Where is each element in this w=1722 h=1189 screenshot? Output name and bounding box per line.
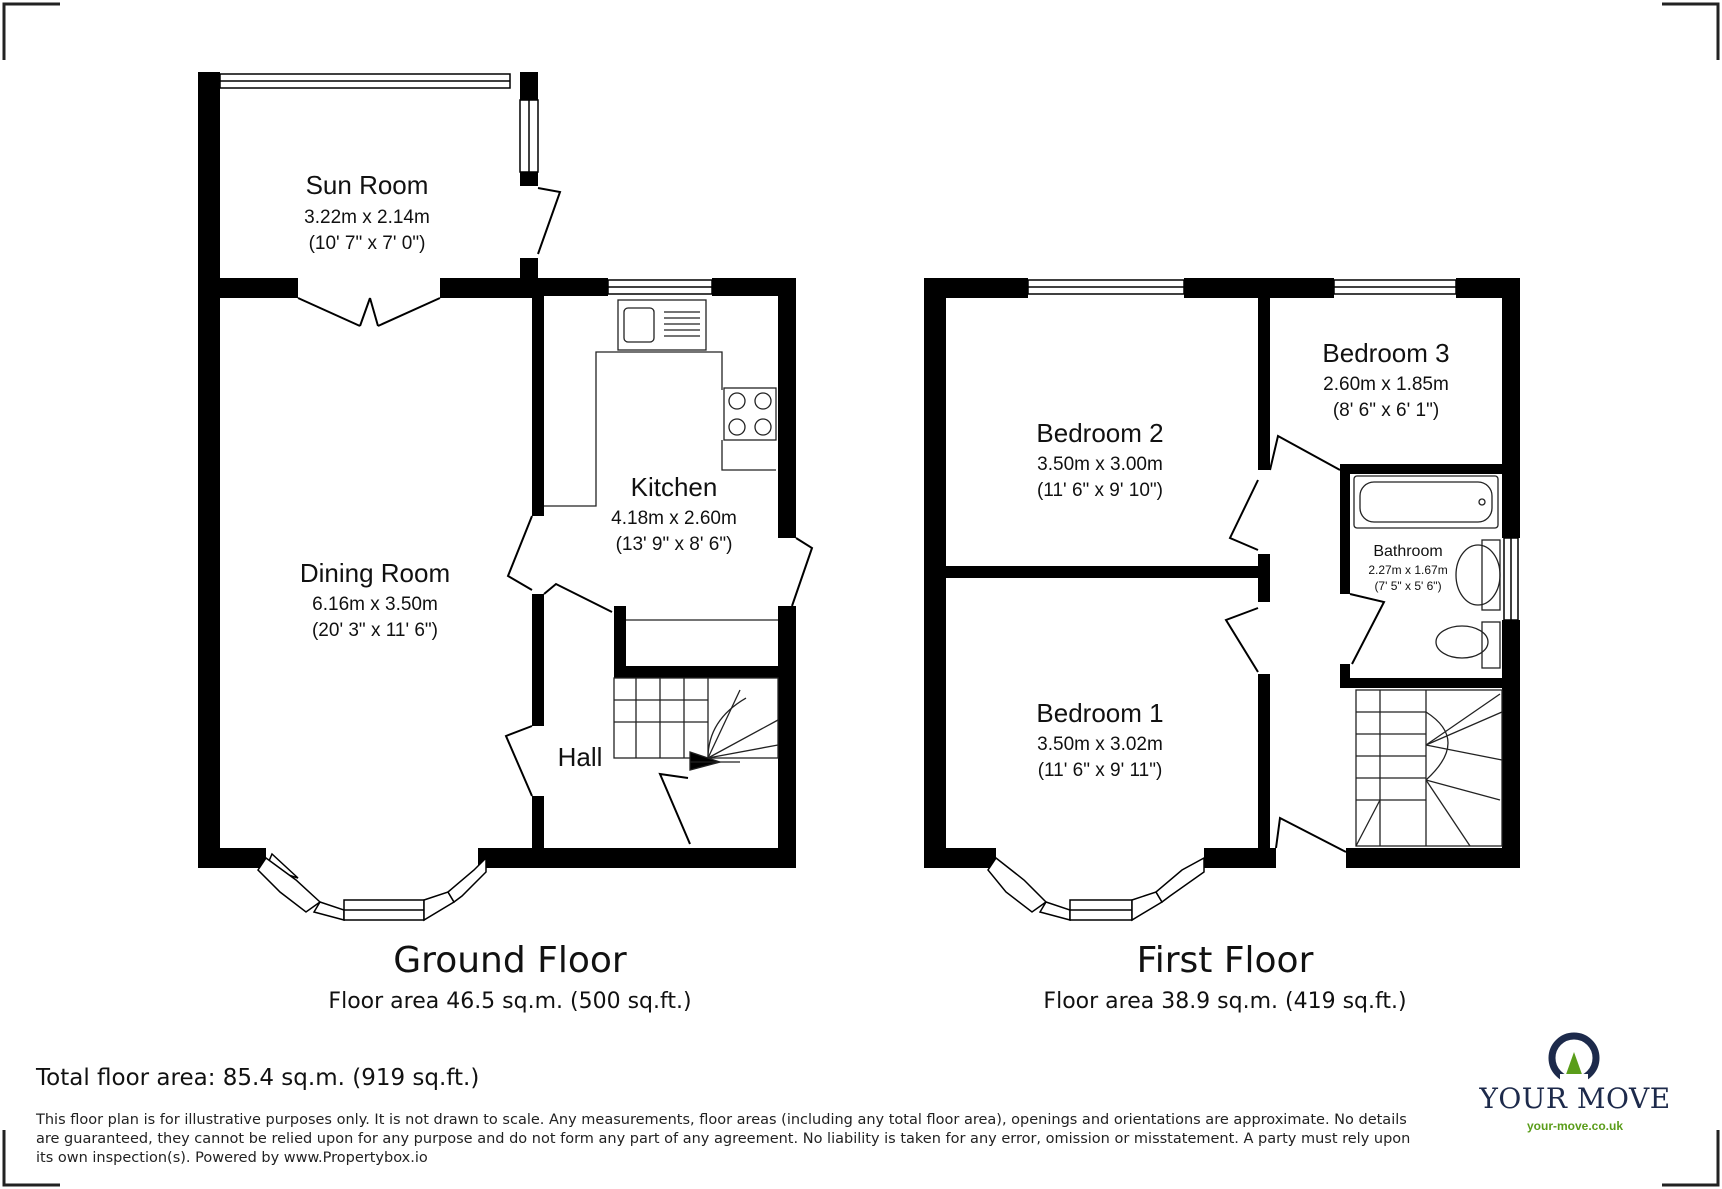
room-imperial: (11' 6" x 9' 10") <box>1036 480 1164 501</box>
room-imperial: (10' 7" x 7' 0") <box>308 233 426 254</box>
room-name: Kitchen <box>630 472 718 502</box>
room-metric: 6.16m x 3.50m <box>312 594 438 615</box>
kitchen-fixtures <box>544 300 778 620</box>
floor-area: Floor area 46.5 sq.m. (500 sq.ft.) <box>328 989 692 1014</box>
ground-floor-windows <box>220 74 712 294</box>
first-floor-plan <box>924 278 1520 1014</box>
room-name: Dining Room <box>299 558 451 588</box>
floor-title: First Floor <box>1136 940 1314 981</box>
room-name: Hall <box>557 742 603 772</box>
room-metric: 3.22m x 2.14m <box>304 207 430 228</box>
floor-title: Ground Floor <box>393 940 627 981</box>
room-imperial: (13' 9" x 8' 6") <box>615 534 733 555</box>
ground-stairs <box>614 678 778 770</box>
total-floor-area: Total floor area: 85.4 sq.m. (919 sq.ft.) <box>36 1065 480 1091</box>
room-imperial: (20' 3" x 11' 6") <box>311 620 439 641</box>
brand-name: YOUR MOVE <box>1479 1082 1671 1115</box>
room-label-sun-room <box>304 170 430 254</box>
room-imperial: (7' 5" x 5' 6") <box>1374 579 1442 593</box>
room-name: Bathroom <box>1373 543 1443 560</box>
ground-floor-walls <box>198 72 796 868</box>
room-label-bedroom-2 <box>1036 418 1163 501</box>
room-label-dining-room <box>300 558 450 641</box>
room-label-bathroom <box>1368 543 1447 593</box>
room-name: Bedroom 1 <box>1036 698 1164 728</box>
floor-area: Floor area 38.9 sq.m. (419 sq.ft.) <box>1043 989 1407 1014</box>
first-bay-window <box>988 858 1204 920</box>
room-label-hall <box>558 742 603 772</box>
brand-url[interactable]: your-move.co.uk <box>1526 1119 1624 1133</box>
first-stairs <box>1356 690 1502 846</box>
brand-block <box>1470 1030 1680 1133</box>
room-label-bedroom-1 <box>1036 698 1163 781</box>
room-label-kitchen <box>611 472 737 555</box>
room-label-bedroom-3 <box>1322 338 1449 421</box>
room-metric: 4.18m x 2.60m <box>611 508 737 529</box>
room-name: Sun Room <box>305 170 429 200</box>
room-metric: 3.50m x 3.00m <box>1037 454 1163 475</box>
room-imperial: (11' 6" x 9' 11") <box>1037 760 1163 781</box>
room-name: Bedroom 3 <box>1322 338 1450 368</box>
disclaimer-text: This floor plan is for illustrative purposes only. It is not drawn to scale. Any measurements, floor areas (including any total floor area), openings and orientations are approximate. No details are guaranteed, they cannot be relied upon for any purpose and do not form any part of any agreement. No liability is taken for any error, omission or misstatement. A party must rely upon its own inspection(s). Powered by www.Propertybox.io <box>36 1112 1411 1166</box>
room-metric: 2.60m x 1.85m <box>1323 374 1449 395</box>
room-name: Bedroom 2 <box>1036 418 1164 448</box>
ground-bay-window <box>258 854 486 920</box>
ground-floor-plan <box>198 72 812 1014</box>
room-metric: 2.27m x 1.67m <box>1368 563 1448 577</box>
room-metric: 3.50m x 3.02m <box>1037 734 1163 755</box>
room-imperial: (8' 6" x 6' 1") <box>1332 400 1440 421</box>
